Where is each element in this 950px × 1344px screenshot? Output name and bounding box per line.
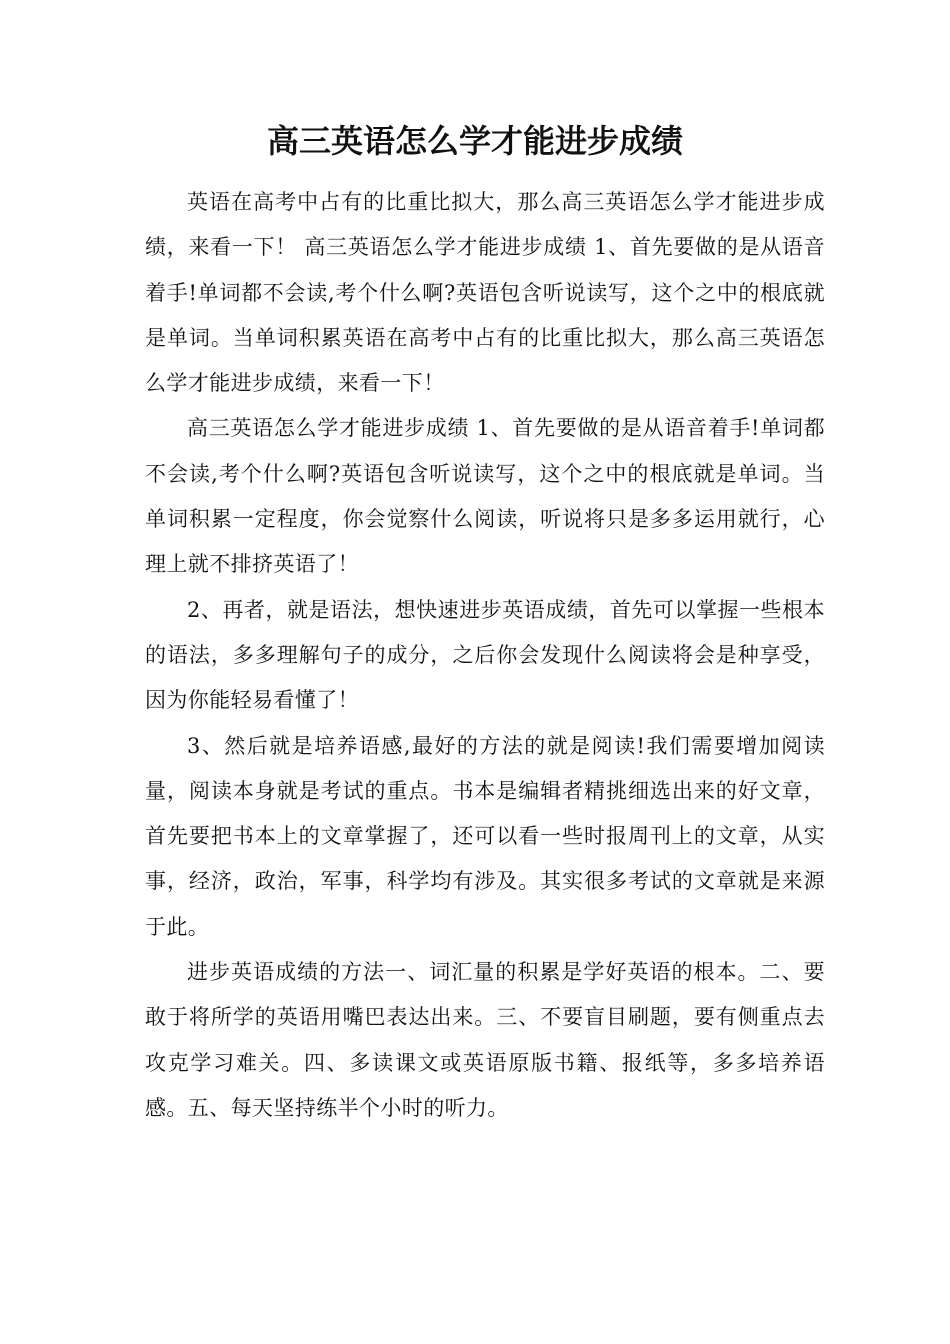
document-title: 高三英语怎么学才能进步成绩 bbox=[266, 122, 683, 160]
paragraph-1: 英语在高考中占有的比重比拟大，那么高三英语怎么学才能进步成绩，来看一下！ 高三英语怎么学才能进步成绩 1、首先要做的是从语音着手!单词都不会读,考个什么啊?英语包含听说读写，这个之中的根底就是单词。当单词积累英语在高考中占有的比重比拟大，那么高三英语怎么学才能进步成绩，来看一下！ bbox=[145, 190, 825, 396]
paragraph-5: 进步英语成绩的方法一、词汇量的积累是学好英语的根本。二、要敢于将所学的英语用嘴巴表达出来。三、不要盲目刷题，要有侧重点去攻克学习难关。四、多读课文或英语原版书籍、报纸等，多多培养语感。五、每天坚持练半个小时的听力。 bbox=[145, 960, 825, 1120]
paragraph-3: 2、再者，就是语法，想快速进步英语成绩，首先可以掌握一些根本的语法，多多理解句子的成分，之后你会发现什么阅读将会是种享受，因为你能轻易看懂了！ bbox=[145, 597, 825, 713]
paragraph-2: 高三英语怎么学才能进步成绩 1、首先要做的是从语音着手!单词都不会读,考个什么啊?英语包含听说读写，这个之中的根底就是单词。当单词积累一定程度，你会觉察什么阅读，听说将只是多多运用就行，心理上就不排挤英语了！ bbox=[145, 416, 825, 577]
paragraph-4: 3、然后就是培养语感,最好的方法的就是阅读!我们需要增加阅读量，阅读本身就是考试的重点。书本是编辑者精挑细选出来的好文章，首先要把书本上的文章掌握了，还可以看一些时报周刊上的文章，从实事，经济，政治，军事，科学均有涉及。其实很多考试的文章就是来源于此。 bbox=[145, 733, 825, 939]
document-body bbox=[145, 180, 825, 1131]
